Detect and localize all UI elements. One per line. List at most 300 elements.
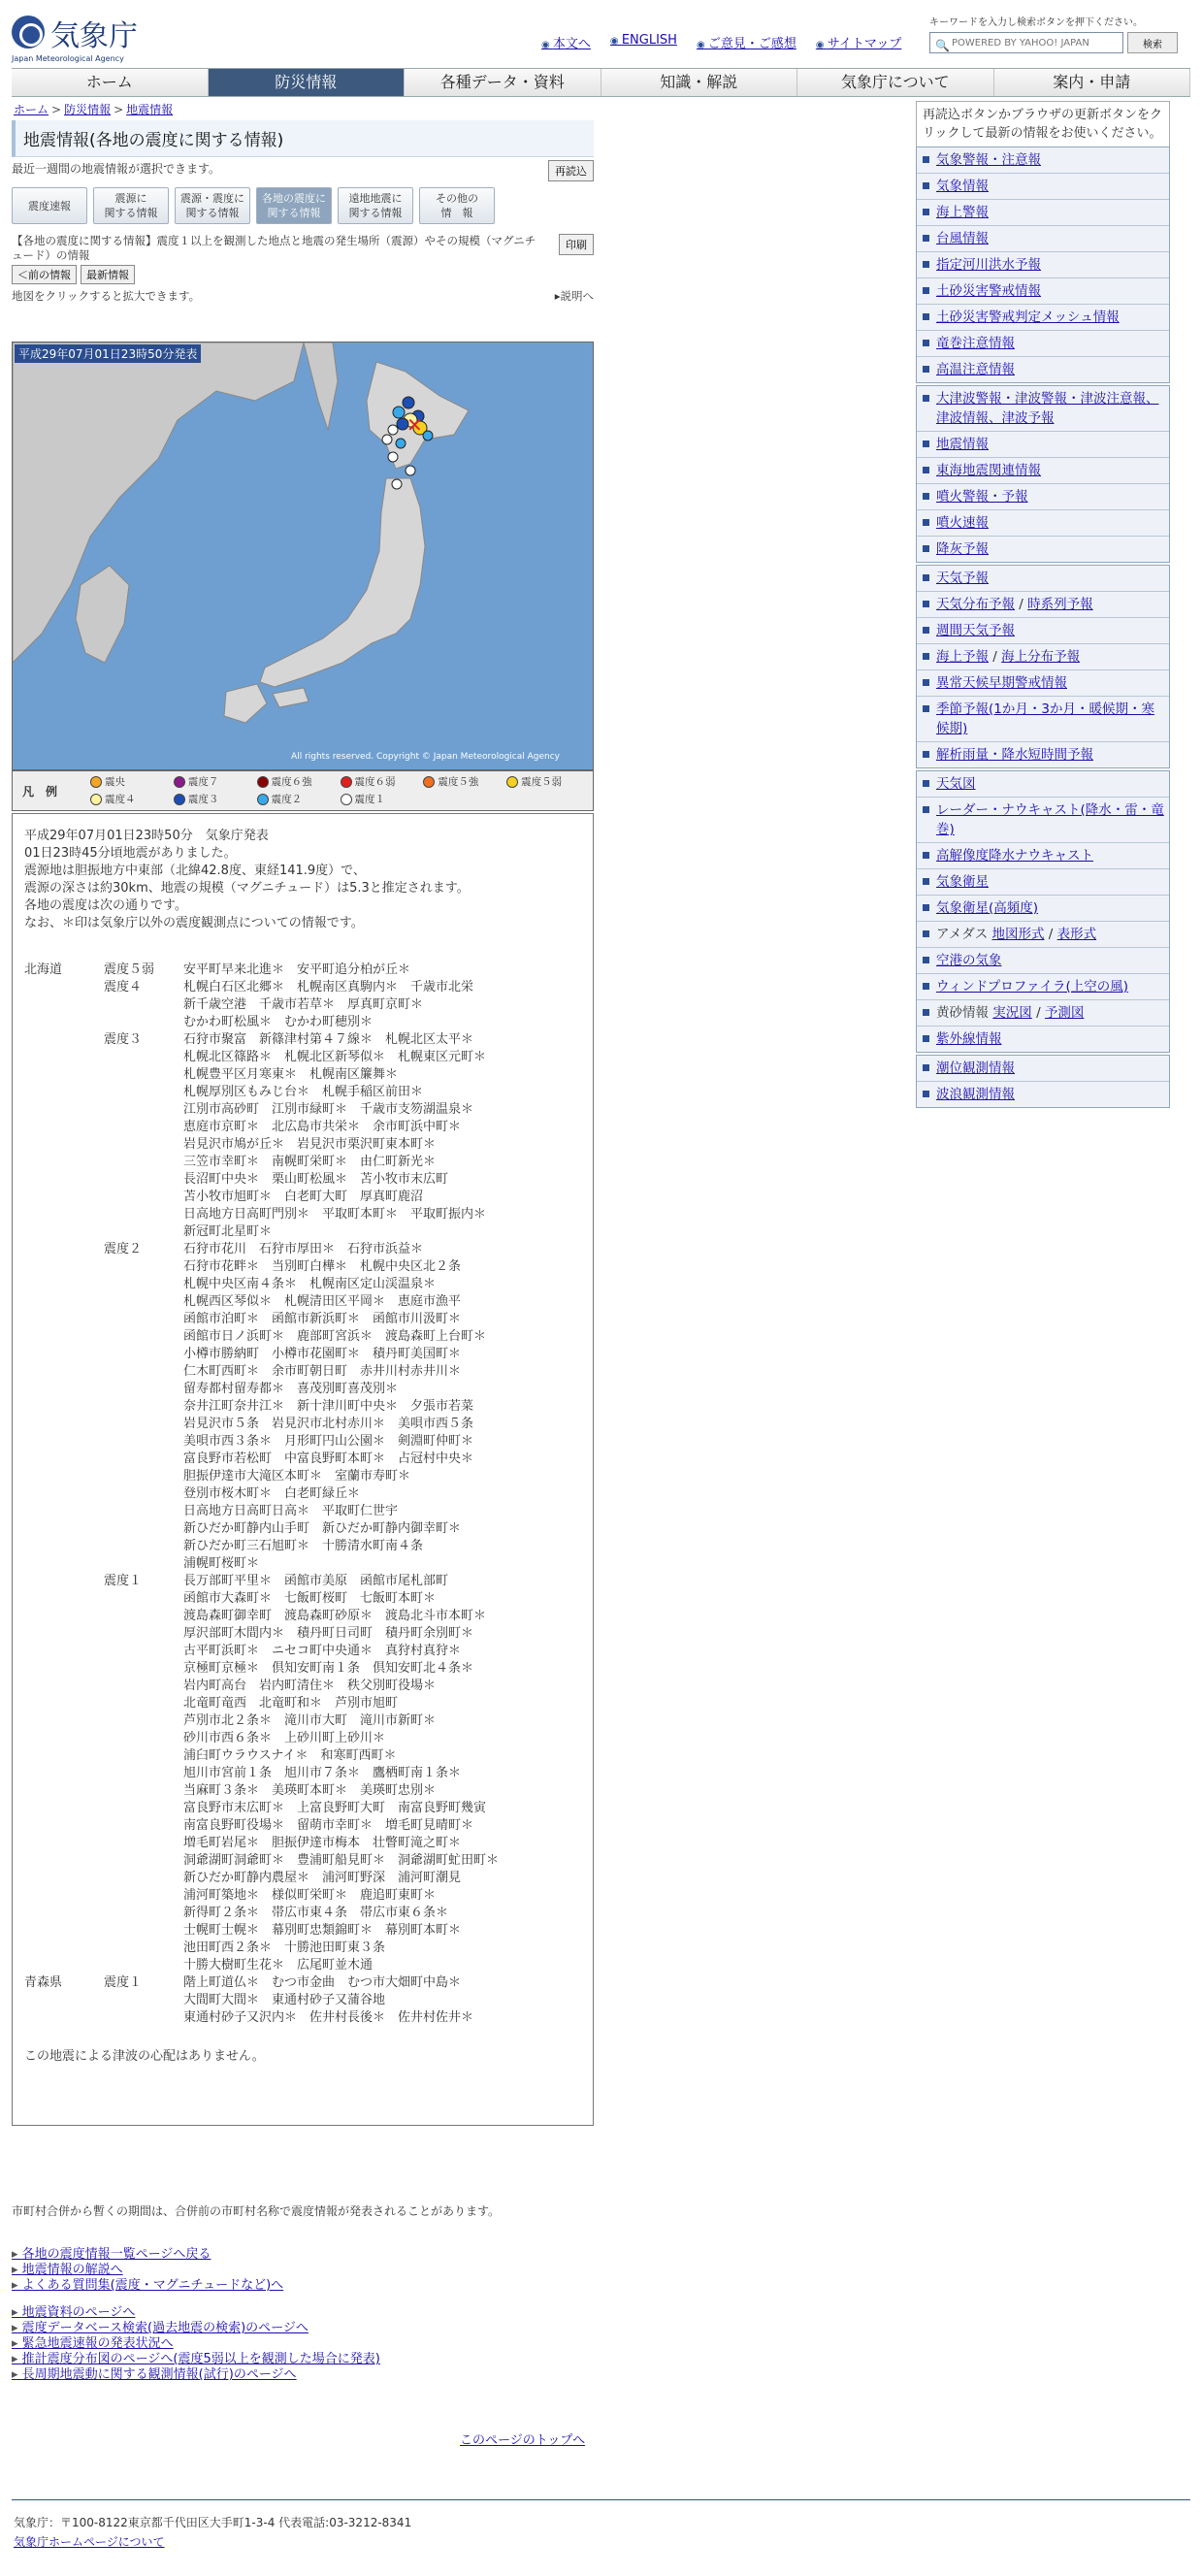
- sidebar-item: [917, 147, 1169, 174]
- station-line: 長万部町平里＊ 函館市美原 函館市尾札部町: [183, 1574, 449, 1588]
- legend-dot-icon: [506, 776, 518, 788]
- station-line: 苫小牧市旭町＊ 白老町大町 厚真町鹿沼: [183, 1190, 424, 1204]
- sidebar-item: [917, 1082, 1169, 1107]
- tab-label: 遠地地震に: [348, 192, 403, 205]
- sidebar-item: [917, 357, 1169, 382]
- sidebar-link[interactable]: 表形式: [1056, 927, 1097, 942]
- sidebar-item: [917, 537, 1169, 562]
- sidebar-link[interactable]: 大津波警報・津波警報・津波注意報、津波情報、津波予報: [936, 391, 1159, 426]
- station-line: 渡島森町御幸町 渡島森町砂原＊ 渡島北斗市本町＊: [183, 1609, 487, 1623]
- intro-line: 各地の震度は次の通りです。: [24, 898, 187, 913]
- legend-dot-icon: [257, 794, 269, 805]
- legend-item: [90, 792, 174, 806]
- marker-int2: [393, 407, 405, 418]
- sidebar-link[interactable]: 解析雨量・降水短時間予報: [936, 747, 1093, 763]
- station-line: 美唄市西３条＊ 月形町円山公園＊ 剣淵町仲町＊: [183, 1434, 474, 1449]
- map-graphic: [13, 342, 594, 770]
- sidebar-link[interactable]: 気象情報: [936, 179, 989, 194]
- station-list: [183, 1974, 571, 2027]
- marker-int1: [406, 466, 415, 475]
- station-list: [183, 1573, 571, 1974]
- global-nav: [12, 68, 1190, 97]
- nav-data[interactable]: 各種データ・資料: [405, 69, 601, 96]
- sidebar-item: [917, 200, 1169, 226]
- sidebar-link[interactable]: 予測図: [1044, 1005, 1085, 1021]
- station-line: 岩見沢市鳩が丘＊ 岩見沢市栗沢町東本町＊: [183, 1137, 437, 1152]
- intensity-level: 震度４: [104, 980, 143, 995]
- station-list: [183, 1031, 571, 1241]
- tab-intensity-flash[interactable]: [12, 187, 87, 224]
- sidebar-item: [917, 458, 1169, 484]
- sidebar-item-prefix: アメダス: [936, 927, 992, 942]
- sidebar-item: [917, 1000, 1169, 1027]
- station-line: 札幌白石区北郷＊ 札幌南区真駒内＊ 千歳市北栄: [183, 980, 474, 995]
- legend-label: 震度２: [271, 794, 303, 805]
- search-icon: 🔍: [935, 39, 950, 52]
- station-line: 大間町大間＊ 東通村砂子又蒲谷地: [183, 1993, 386, 2007]
- intensity-row: [104, 1573, 571, 1974]
- station-line: 函館市大森町＊ 七飯町桜町 七飯町本町＊: [183, 1591, 437, 1606]
- sidebar-item: [917, 386, 1169, 432]
- station-line: 札幌豊平区月寒東＊ 札幌南区簾舞＊: [183, 1067, 399, 1082]
- station-line: 日高地方日高町門別＊ 平取町本町＊ 平取町振内＊: [183, 1207, 487, 1222]
- tsunami-notice: この地震による津波の心配はありません。: [24, 2049, 265, 2064]
- sidebar-link[interactable]: 海上予報: [936, 649, 989, 665]
- station-line: 北竜町竜西 北竜町和＊ 芦別市旭町: [183, 1696, 399, 1711]
- sidebar-tip: 再読込ボタンかブラウザの更新ボタンをクリックして最新の情報をお使いください。: [916, 101, 1170, 147]
- marker-int1: [388, 425, 398, 435]
- station-line: 旭川市宮前１条 旭川市７条＊ 鷹栖町南１条＊: [183, 1766, 462, 1780]
- tab-hypocenter-intensity[interactable]: [175, 187, 250, 224]
- intensity-row: [104, 979, 571, 1031]
- subtitle-row: [12, 160, 594, 179]
- merge-note: 市町村合併から暫くの期間は、合併前の市町村名称で震度情報が発表されることがあります。: [12, 2204, 501, 2218]
- sidebar-link[interactable]: 天気図: [936, 776, 976, 792]
- station-line: 池田町西２条＊ 十勝池田町東３条: [183, 1940, 386, 1955]
- legend-label: 震度６強: [271, 776, 312, 788]
- intensity-row: [104, 1974, 571, 2027]
- legend-label: 震度４: [105, 794, 136, 805]
- sidebar-item: [917, 1056, 1169, 1082]
- legend-item: [257, 792, 341, 806]
- tab-label: 各地の震度に: [262, 192, 326, 205]
- tab-label: 情 報: [440, 207, 473, 219]
- station-line: 新ひだか町静内農屋＊ 浦河町野深 浦河町潮見: [183, 1871, 462, 1885]
- tab-label: 関する情報: [185, 207, 240, 219]
- station-line: 日高地方日高町日高＊ 平取町仁世宇: [183, 1504, 399, 1518]
- sidebar-link[interactable]: 地震情報: [936, 437, 989, 452]
- station-list: [183, 1241, 571, 1573]
- sidebar-group: [916, 565, 1170, 768]
- intensity-level: 震度２: [104, 1242, 143, 1256]
- intensity-level: 震度３: [104, 1032, 143, 1047]
- legend-label: 震度６弱: [354, 776, 396, 788]
- link-estimated-intensity[interactable]: ▸ 推計震度分布図のページへ(震度5弱以上を観測した場合に発表): [12, 2352, 380, 2366]
- sidebar-item: [917, 566, 1169, 592]
- sidebar-item: [917, 432, 1169, 458]
- legend-dot-icon: [174, 776, 185, 788]
- station-line: 新得町２条＊ 帯広市東４条 帯広市東６条＊: [183, 1906, 449, 1920]
- sidebar-item: [917, 697, 1169, 742]
- station-line: 新冠町北星町＊: [183, 1224, 273, 1239]
- station-line: 登別市桜木町＊ 白老町緑丘＊: [183, 1486, 361, 1501]
- map-legend: [12, 770, 594, 811]
- station-line: 岩見沢市５条 岩見沢市北村赤川＊ 美唄市西５条: [183, 1417, 474, 1431]
- sidebar-link[interactable]: 気象警報・注意報: [936, 152, 1041, 168]
- station-line: 札幌厚別区もみじ台＊ 札幌手稲区前田＊: [183, 1085, 424, 1099]
- nav-about[interactable]: 気象庁について: [797, 69, 994, 96]
- sidebar-item: [917, 278, 1169, 305]
- legend-dot-icon: [341, 776, 352, 788]
- sidebar-link[interactable]: 高温注意情報: [936, 362, 1015, 377]
- sidebar-group: [916, 1055, 1170, 1108]
- sidebar-item: [917, 896, 1169, 922]
- sidebar-item-prefix: 黄砂情報: [936, 1005, 993, 1021]
- map-copyright: All rights reserved. Copyright © Japan Meteorological Agency: [291, 752, 560, 762]
- tab-label: 震源に: [114, 192, 147, 205]
- legend-dot-icon: [174, 794, 185, 805]
- tab-label: 震度速報: [28, 199, 71, 212]
- legend-dot-icon: [90, 794, 102, 805]
- breadcrumb-earthquake[interactable]: 地震情報: [126, 103, 174, 116]
- station-line: 洞爺湖町洞爺町＊ 豊浦町船見町＊ 洞爺湖町虻田町＊: [183, 1853, 500, 1868]
- sidebar-item: [917, 670, 1169, 697]
- link-eew-status[interactable]: ▸ 緊急地震速報の発表状況へ: [12, 2336, 174, 2351]
- station-line: 胆振伊達市大滝区本町＊ 室蘭市寿町＊: [183, 1469, 411, 1484]
- sidebar-link[interactable]: 紫外線情報: [936, 1031, 1002, 1047]
- sidebar-item: [917, 742, 1169, 767]
- sidebar-item: [917, 252, 1169, 278]
- info-description: [12, 234, 594, 263]
- station-line: 小樽市勝納町 小樽市花園町＊ 積丹町美国町＊: [183, 1347, 462, 1361]
- related-links-2: [12, 2305, 380, 2383]
- top-link-english[interactable]: ◉ ENGLISH: [610, 33, 677, 51]
- legend-item: [423, 774, 506, 789]
- intensity-level: 震度１: [104, 1574, 143, 1588]
- station-line: 当麻町３条＊ 美瑛町本町＊ 美瑛町忠別＊: [183, 1783, 437, 1798]
- nav-knowledge[interactable]: 知識・解説: [601, 69, 798, 96]
- intro-line: 01日23時45分頃地震がありました。: [24, 846, 237, 861]
- prefecture-levels: [104, 962, 571, 1974]
- intensity-level: 震度５弱: [104, 962, 155, 977]
- legend-item: [90, 774, 174, 789]
- page-title: 地震情報(各地の震度に関する情報): [12, 120, 594, 157]
- station-line: 新ひだか町静内山手町 新ひだか町静内御幸町＊: [183, 1521, 462, 1536]
- search-area: [929, 14, 1189, 53]
- sidebar-link[interactable]: レーダー・ナウキャスト(降水・雷・竜巻): [936, 802, 1164, 837]
- marker-int2: [396, 439, 406, 448]
- sidebar-link[interactable]: 台風情報: [936, 231, 989, 246]
- sidebar-link[interactable]: 空港の気象: [936, 953, 1002, 968]
- footer-divider: [12, 2499, 1190, 2500]
- station-line: 増毛町岩尾＊ 胆振伊達市梅本 壮瞥町滝之町＊: [183, 1836, 462, 1850]
- legend-label: 震度５弱: [521, 776, 563, 788]
- history-buttons: [12, 265, 594, 284]
- station-line: 芦別市北２条＊ 滝川市大町 滝川市新町＊: [183, 1713, 437, 1728]
- legend-item: [257, 774, 341, 789]
- related-links-1: [12, 2247, 283, 2294]
- sidebar-group: [916, 770, 1170, 1053]
- legend-label: 震度３: [187, 794, 219, 805]
- station-line: 仁木町西町＊ 余市町朝日町 赤井川村赤井川＊: [183, 1364, 462, 1379]
- sidebar: [916, 101, 1170, 1108]
- station-line: 恵庭市京町＊ 北広島市共栄＊ 余市町浜中町＊: [183, 1120, 462, 1134]
- intensity-row: [104, 1031, 571, 1241]
- legend-item: [341, 774, 424, 789]
- sidebar-item: [917, 484, 1169, 510]
- explain-label: 説明へ: [560, 289, 594, 303]
- link-intensity-list[interactable]: ▸ 各地の震度情報一覧ページへ戻る: [12, 2247, 211, 2262]
- tab-label: その他の: [436, 192, 478, 205]
- top-link-sitemap[interactable]: ◉ サイトマップ: [816, 33, 901, 51]
- page-subtitle: 最近一週間の地震情報が選択できます。: [12, 162, 221, 176]
- sidebar-link[interactable]: 週間天気予報: [936, 623, 1015, 638]
- marker-int1: [388, 452, 398, 462]
- station-line: 岩内町高台 岩内町清住＊ 秩父別町役場＊: [183, 1679, 437, 1693]
- station-line: 江別市高砂町 江別市緑町＊ 千歳市支笏湖温泉＊: [183, 1102, 474, 1117]
- breadcrumb-home[interactable]: ホーム: [14, 103, 49, 116]
- prefecture-section: [24, 962, 581, 1974]
- legend-item: [506, 774, 590, 789]
- sidebar-group: [916, 385, 1170, 563]
- sidebar-link[interactable]: 異常天候早期警戒情報: [936, 675, 1067, 691]
- station-list: [183, 962, 571, 979]
- station-line: 奈井江町奈井江＊ 新十津川町中央＊ 夕張市若菜: [183, 1399, 474, 1414]
- sidebar-link[interactable]: 海上警報: [936, 205, 989, 220]
- header: [0, 0, 1202, 68]
- station-line: 札幌中央区南４条＊ 札幌南区定山渓温泉＊: [183, 1277, 437, 1291]
- nav-guide[interactable]: 案内・申請: [994, 69, 1191, 96]
- tab-local-intensity[interactable]: [256, 187, 332, 224]
- sidebar-link[interactable]: 高解像度降水ナウキャスト: [936, 848, 1093, 864]
- tab-label: 関する情報: [267, 207, 321, 219]
- map-note-row: [12, 288, 594, 306]
- info-intro: [24, 828, 581, 932]
- sidebar-link[interactable]: 波浪観測情報: [936, 1087, 1015, 1102]
- search-button[interactable]: 検索: [1127, 32, 1178, 53]
- map-note: 地図をクリックすると拡大できます。: [12, 289, 201, 303]
- station-line: 新千歳空港 千歳市若草＊ 厚真町京町＊: [183, 997, 424, 1012]
- station-line: 階上町道仏＊ むつ市金曲 むつ市大畑町中島＊: [183, 1975, 462, 1990]
- breadcrumb-disaster[interactable]: 防災情報: [64, 103, 112, 116]
- breadcrumb: ホーム > 防災情報 > 地震情報: [14, 103, 174, 116]
- prefecture-name: 北海道: [24, 962, 63, 977]
- legend-label: 震度７: [187, 776, 219, 788]
- sidebar-sep: /: [989, 649, 1002, 665]
- sidebar-link[interactable]: 噴火速報: [936, 515, 989, 531]
- tab-distant-earthquake[interactable]: [338, 187, 413, 224]
- legend-dot-icon: [90, 776, 102, 788]
- sidebar-item: [917, 922, 1169, 948]
- legend-item: [174, 774, 257, 789]
- footer-address: 気象庁：〒100-8122東京都千代田区大手町1-3-4 代表電話:03-3212-8341: [14, 2516, 412, 2529]
- prefecture-levels: [104, 1974, 571, 2027]
- sidebar-sep: /: [1015, 597, 1028, 612]
- search-input[interactable]: [929, 32, 1123, 53]
- intro-line: なお、＊印は気象庁以外の震度観測点についての情報です。: [24, 916, 364, 930]
- sidebar-link[interactable]: 土砂災害警戒情報: [936, 283, 1041, 299]
- tab-label: 関する情報: [104, 207, 158, 219]
- station-line: 十勝大樹町生花＊ 広尾町並木通: [183, 1958, 374, 1973]
- station-line: 東通村砂子又沢内＊ 佐井村長後＊ 佐井村佐井＊: [183, 2010, 474, 2025]
- legend-items: [90, 774, 590, 806]
- sidebar-item: [917, 331, 1169, 357]
- sidebar-link[interactable]: 潮位観測情報: [936, 1060, 1015, 1076]
- station-line: 厚沢部町木間内＊ 積丹町日司町 積丹町余別町＊: [183, 1626, 474, 1641]
- top-links: [541, 33, 901, 51]
- tab-other-info[interactable]: [419, 187, 495, 224]
- legend-label: 震度５強: [438, 776, 479, 788]
- link-faq[interactable]: ▸ よくある質問集(震度・マグニチュードなど)へ: [12, 2278, 283, 2293]
- sidebar-link[interactable]: 噴火警報・予報: [936, 489, 1028, 505]
- epicenter-icon: ✕: [406, 413, 423, 437]
- legend-dot-icon: [341, 794, 352, 805]
- station-line: 札幌西区琴似＊ 札幌清田区平岡＊ 恵庭市漁平: [183, 1294, 462, 1309]
- prev-info-button[interactable]: ＜前の情報: [12, 265, 77, 284]
- tab-label: 関する情報: [348, 207, 403, 219]
- description-text: 【各地の震度に関する情報】震度１以上を観測した地点と地震の発生場所（震源）やその規模（マグニチュード）の情報: [12, 234, 536, 262]
- tab-label: 震源・震度に: [180, 192, 244, 205]
- sidebar-item: [917, 798, 1169, 843]
- sidebar-item: [917, 592, 1169, 618]
- search-hint: キーワードを入力し検索ボタンを押下ください。: [929, 17, 1143, 28]
- intensity-row: [104, 1241, 571, 1573]
- sidebar-link[interactable]: 土砂災害警戒判定メッシュ情報: [936, 310, 1120, 325]
- sidebar-link[interactable]: 天気分布予報: [936, 597, 1015, 612]
- sidebar-item: [917, 174, 1169, 200]
- sidebar-link[interactable]: 天気予報: [936, 571, 989, 586]
- station-line: 富良野市末広町＊ 上富良野町大町 南富良野町幾寅: [183, 1801, 487, 1815]
- sidebar-menu: [916, 147, 1170, 1108]
- nav-home[interactable]: ホーム: [12, 69, 209, 96]
- station-line: 留寿都村留寿都＊ 喜茂別町喜茂別＊: [183, 1382, 399, 1396]
- station-line: 新ひだか町三石旭町＊ 十勝清水町南４条: [183, 1539, 424, 1553]
- station-line: 浦河町築地＊ 様似町栄町＊ 鹿追町東町＊: [183, 1888, 437, 1903]
- nav-disaster-info[interactable]: 防災情報: [209, 69, 406, 96]
- station-line: 長沼町中央＊ 栗山町松風＊ 苫小牧市末広町: [183, 1172, 449, 1187]
- sidebar-item: [917, 1027, 1169, 1052]
- intro-line: 震源地は胆振地方中東部（北緯42.8度、東経141.9度）で、: [24, 864, 366, 878]
- sidebar-link[interactable]: ウィンドプロファイラ(上空の風): [936, 979, 1129, 995]
- sidebar-item: [917, 974, 1169, 1000]
- station-line: 古平町浜町＊ ニセコ町中央通＊ 真狩村真狩＊: [183, 1644, 462, 1658]
- sidebar-link[interactable]: 季節予報(1か月・3か月・暖候期・寒候期): [936, 701, 1154, 736]
- legend-label: 震度１: [354, 794, 385, 805]
- info-tabs: [12, 187, 594, 224]
- station-line: 富良野市若松町 中富良野町本町＊ 占冠村中央＊: [183, 1451, 474, 1466]
- legend-item: [174, 792, 257, 806]
- link-intensity-db[interactable]: ▸ 震度データベース検索(過去地震の検索)のページへ: [12, 2321, 309, 2335]
- station-list: [183, 979, 571, 1031]
- legend-label: 震央: [105, 776, 125, 788]
- intensity-row: [104, 962, 571, 979]
- sidebar-item: [917, 869, 1169, 896]
- prefecture-section: [24, 1974, 581, 2027]
- legend-item: [341, 792, 424, 806]
- sidebar-item: [917, 771, 1169, 798]
- station-line: 三笠市幸町＊ 南幌町栄町＊ 由仁町新光＊: [183, 1155, 437, 1169]
- sidebar-link[interactable]: 気象衛星: [936, 874, 989, 890]
- sidebar-link[interactable]: 地図形式: [991, 927, 1045, 942]
- legend-dot-icon: [257, 776, 269, 788]
- link-explanation[interactable]: ▸ 地震情報の解説へ: [12, 2263, 123, 2277]
- link-earthquake-data[interactable]: ▸ 地震資料のページへ: [12, 2305, 135, 2320]
- legend-title: 凡 例: [22, 785, 58, 799]
- prefecture-name: 青森県: [24, 1975, 63, 1990]
- logo-english: Japan Meteorological Agency: [12, 54, 124, 63]
- station-line: 石狩市花川 石狩市厚田＊ 石狩市浜益＊: [183, 1242, 424, 1256]
- station-line: 浦幌町桜町＊: [183, 1556, 260, 1571]
- latest-info-button[interactable]: 最新情報: [81, 265, 135, 284]
- station-line: 函館市泊町＊ 函館市新浜町＊ 函館市川汲町＊: [183, 1312, 462, 1326]
- sidebar-link[interactable]: 実況図: [992, 1005, 1032, 1021]
- station-line: 南富良野町役場＊ 留萌市幸町＊ 増毛町見晴町＊: [183, 1818, 474, 1833]
- marker-int1: [382, 435, 392, 444]
- intro-line: 震源の深さは約30km、地震の規模（マグニチュード）は5.3と推定されます。: [24, 881, 470, 896]
- sidebar-link[interactable]: 時系列予報: [1027, 597, 1093, 612]
- sidebar-link[interactable]: 東海地震関連情報: [936, 463, 1041, 478]
- sidebar-item: [917, 226, 1169, 252]
- station-line: 函館市日ノ浜町＊ 鹿部町宮浜＊ 渡島森町上台町＊: [183, 1329, 487, 1344]
- page-top-link[interactable]: このページのトップへ: [460, 2433, 586, 2448]
- sidebar-link[interactable]: 指定河川洪水予報: [936, 257, 1041, 273]
- station-line: 石狩市聚富 新篠津村第４７線＊ 札幌北区太平＊: [183, 1032, 474, 1047]
- map-timestamp: 平成29年07月01日23時50分発表: [15, 344, 201, 363]
- intensity-list: [24, 962, 581, 2027]
- sidebar-link[interactable]: 海上分布予報: [1001, 649, 1081, 665]
- station-line: 士幌町士幌＊ 幕別町忠類錦町＊ 幕別町本町＊: [183, 1923, 462, 1938]
- top-link-feedback[interactable]: ◉ ご意見・ご感想: [697, 33, 796, 51]
- jma-emblem-icon: [12, 16, 45, 49]
- sidebar-sep: /: [1031, 1005, 1045, 1021]
- marker-int2: [423, 431, 433, 440]
- earthquake-info-box: [12, 813, 594, 2126]
- sidebar-item: [917, 843, 1169, 869]
- main-content: [12, 120, 594, 306]
- sidebar-item: [917, 305, 1169, 331]
- sidebar-item: [917, 644, 1169, 670]
- legend-dot-icon: [423, 776, 435, 788]
- intro-line: 平成29年07月01日23時50分 気象庁発表: [24, 829, 269, 843]
- station-line: 浦臼町ウラウスナイ＊ 和寒町西町＊: [183, 1748, 397, 1763]
- station-line: 京極町京極＊ 倶知安町南１条 倶知安町北４条＊: [183, 1661, 474, 1676]
- station-line: 石狩市花畔＊ 当別町白樺＊ 札幌中央区北２条: [183, 1259, 462, 1274]
- station-line: 安平町早来北進＊ 安平町追分柏が丘＊: [183, 962, 411, 977]
- explain-link[interactable]: ▸説明へ: [554, 289, 594, 303]
- sidebar-link[interactable]: 気象衛星(高頻度): [936, 900, 1039, 916]
- top-link-main[interactable]: ◉ 本文へ: [541, 33, 591, 51]
- intensity-level: 震度１: [104, 1975, 143, 1990]
- footer: [14, 2513, 411, 2552]
- sidebar-link[interactable]: 降灰予報: [936, 541, 989, 557]
- tab-hypocenter[interactable]: [93, 187, 169, 224]
- marker-int1: [392, 479, 402, 489]
- link-long-period[interactable]: ▸ 長周期地震動に関する観測情報(試行)のページへ: [12, 2367, 297, 2382]
- sidebar-item: [917, 510, 1169, 537]
- marker-int3: [403, 397, 414, 408]
- sidebar-item: [917, 618, 1169, 644]
- station-line: 砂川市西６条＊ 上砂川町上砂川＊: [183, 1731, 386, 1745]
- reload-button[interactable]: 再読込: [548, 160, 594, 181]
- sidebar-sep: /: [1044, 927, 1057, 942]
- sidebar-link[interactable]: 竜巻注意情報: [936, 336, 1015, 351]
- station-line: 札幌北区篠路＊ 札幌北区新琴似＊ 札幌東区元町＊: [183, 1050, 487, 1064]
- sidebar-group: [916, 147, 1170, 383]
- print-button[interactable]: 印刷: [559, 234, 594, 255]
- footer-about-link[interactable]: 気象庁ホームページについて: [14, 2535, 165, 2549]
- jma-logo[interactable]: [12, 12, 157, 62]
- intensity-map[interactable]: [12, 342, 594, 770]
